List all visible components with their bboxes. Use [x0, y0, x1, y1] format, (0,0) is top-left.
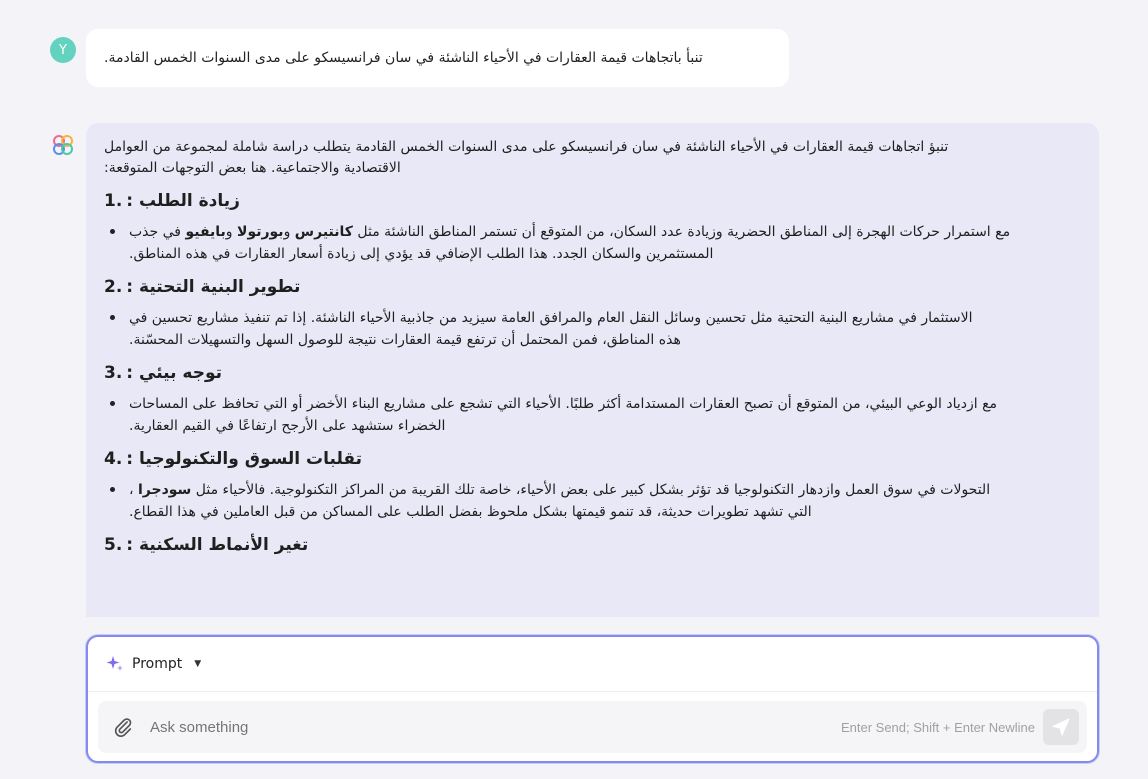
keyboard-hint: Enter Send; Shift + Enter Newline	[840, 719, 1035, 735]
send-button[interactable]	[1043, 709, 1079, 745]
section-heading-1	[104, 191, 1081, 211]
text-part: ،	[129, 482, 138, 498]
section-number: 3.	[104, 363, 123, 383]
list-item-line: مع ازدياد الوعي البيئي، من المتوقع أن تصبح العقارات المستدامة أكثر طلبًا. الأحياء التي تشجع على مشاريع البناء الأخضر أو التي تحافظ على المساحات	[129, 396, 998, 412]
list-item-text	[129, 221, 1010, 265]
section-title: تقلبات السوق والتكنولوجيا :	[126, 449, 362, 469]
list-item	[110, 307, 1081, 351]
intro-line-1: تنبؤ اتجاهات قيمة العقارات في الأحياء الناشئة في سان فرانسيسكو على مدى السنوات الخمس القادمة يتطلب دراسة شاملة لمجموعة من العوامل	[104, 139, 949, 155]
section-number: 4.	[104, 449, 123, 469]
input-row	[98, 701, 1087, 753]
section-number: 1.	[104, 191, 123, 211]
bullet-dot	[110, 487, 115, 492]
list-item-text	[129, 393, 997, 437]
user-avatar: Y	[50, 37, 76, 63]
text-part: التحولات في سوق العمل وازدهار التكنولوجيا قد تؤثر بشكل كبير على بعض الأحياء، خاصة تلك القريبة من المراكز التكنولوجية. فالأحياء مثل	[191, 482, 991, 498]
section-number: 5.	[104, 535, 123, 555]
bullet-dot	[110, 315, 115, 320]
text-part: في جذب	[129, 224, 186, 240]
list-item	[110, 221, 1081, 265]
section-heading-5	[104, 535, 1081, 555]
composer	[86, 635, 1099, 763]
section-title: تغير الأنماط السكنية :	[126, 535, 309, 555]
send-icon	[1051, 717, 1071, 737]
place-name: كانتيرس	[294, 224, 353, 240]
assistant-message	[86, 123, 1099, 617]
place-name: بايفيو	[185, 224, 226, 240]
chevron-down-icon: ▼	[194, 659, 202, 669]
list-item-line: الاستثمار في مشاريع البنية التحتية مثل تحسين وسائل النقل العام والمرافق العامة سيزيد من جاذبية الأحياء الناشئة. إذا تم تنفيذ مشاريع تحسين في	[129, 310, 973, 326]
bullet-dot	[110, 229, 115, 234]
list-item-line: الخضراء ستشهد على الأرجح ارتفاعًا في القيم العقارية.	[129, 418, 446, 434]
section-title: تطوير البنية التحتية :	[126, 277, 301, 297]
user-message-text: تنبأ باتجاهات قيمة العقارات في الأحياء الناشئة في سان فرانسيسكو على مدى السنوات الخمس القادمة.	[104, 50, 703, 66]
assistant-intro	[104, 137, 1081, 179]
text-part: مع استمرار حركات الهجرة إلى المناطق الحضرية وزيادة عدد السكان، من المتوقع أن تستمر المناطق الناشئة مثل	[352, 224, 1011, 240]
list-item-text	[129, 479, 990, 523]
section-number: 2.	[104, 277, 123, 297]
section-title: توجه بيئي :	[126, 363, 222, 383]
sparkle-icon	[106, 655, 124, 673]
user-message	[86, 29, 789, 87]
bullet-dot	[110, 401, 115, 406]
section-title: زيادة الطلب :	[126, 191, 240, 211]
text-part: و	[225, 224, 238, 240]
place-name: سودجرا	[137, 482, 192, 498]
text-part: و	[283, 224, 295, 240]
section-heading-4	[104, 449, 1081, 469]
intro-line-2: الاقتصادية والاجتماعية. هنا بعض التوجهات المتوقعة:	[104, 160, 401, 176]
list-item	[110, 393, 1081, 437]
assistant-logo-icon	[52, 134, 74, 156]
list-item	[110, 479, 1081, 523]
place-name: بورتولا	[237, 224, 284, 240]
prompt-mode-selector[interactable]	[88, 637, 1097, 692]
list-item-line: هذه المناطق، فمن المحتمل أن ترتفع قيمة العقارات نتيجة للوصول السهل والتسهيلات المحسّنة.	[129, 332, 681, 348]
list-item-text	[129, 307, 973, 351]
list-item-line: التي تشهد تطويرات حديثة، قد تنمو قيمتها بشكل ملحوظ بفضل الطلب على المساكن من قبل العاملين في هذا القطاع.	[129, 504, 812, 520]
paperclip-icon[interactable]	[112, 716, 134, 738]
section-heading-2	[104, 277, 1081, 297]
prompt-mode-label: Prompt	[132, 656, 183, 672]
list-item-line: المستثمرين والسكان الجدد. هذا الطلب الإضافي قد يؤدي إلى زيادة أسعار العقارات في هذه المناطق.	[129, 246, 714, 262]
message-input[interactable]	[148, 718, 841, 737]
section-heading-3	[104, 363, 1081, 383]
